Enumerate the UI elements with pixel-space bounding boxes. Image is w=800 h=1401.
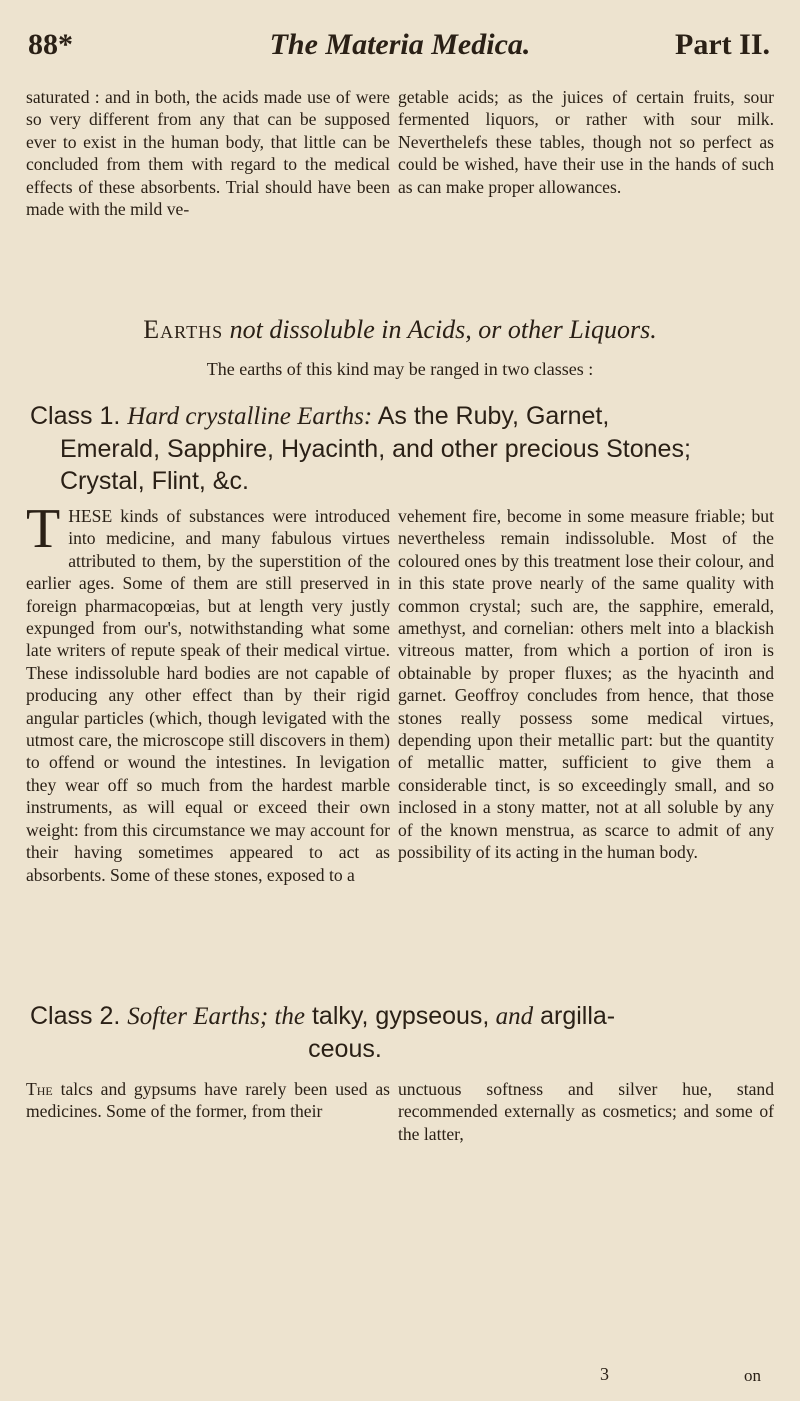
bottom-left-column xyxy=(26,1078,390,1123)
class-1-title: Hard crystalline Earths: xyxy=(127,403,373,430)
class-2-title: Softer Earths; the xyxy=(127,1003,306,1030)
page-number: 88* xyxy=(28,28,73,61)
catchword: on xyxy=(744,1366,761,1385)
bottom-right-column: unctuous softness and silver hue, stand recommended externally as cosmetics; and some of the latter, xyxy=(398,1079,774,1144)
class-2-label: Class 2. xyxy=(30,1002,121,1030)
body-right-column: vehement fire, become in some measure friable; but nevertheless remain indissoluble. Most of the coloured ones by this treatment lose their colour, and in this state prove nearly of the same quality with common crystal; such are, the sapphire, emerald, amethyst, and cornelian: others melt into a blackish vitreous matter, from which a portion of iron is obtainable by proper fluxes; as the hyacinth and garnet. Geoffroy concludes from hence, that those stones really possess some medical virtues, depending upon their metallic part: but the quantity of metallic matter, sufficient to give them a considerable tinct, is so exceedingly small, and so inclosed in a stony matter, not at all soluble by any of the known menstrua, as scarce to admit of any possibility of its acting in the human body. xyxy=(398,506,774,863)
class-2-and: and xyxy=(489,1003,534,1030)
class-1-label: Class 1. xyxy=(30,402,121,430)
top-text-left: saturated : and in both, the acids made use of were so very different from any that can be supposed ever to exist in the human body, that little can be concluded from them with regard to the medical effects of these absorbents. Trial should have been made with the mild ve- xyxy=(26,87,390,220)
bottom-left-caps: The xyxy=(26,1079,53,1099)
heading-caps: Earths xyxy=(143,315,224,344)
class-1-rest: As the Ruby, Garnet, xyxy=(372,402,610,430)
heading-italic: not dissoluble in Acids, or other Liquors. xyxy=(229,315,657,344)
part-label: Part II. xyxy=(675,28,770,61)
class-1-line3: Crystal, Flint, &c. xyxy=(60,467,249,495)
class-1-heading xyxy=(30,400,780,497)
bottom-left-text: talcs and gypsums have rarely been used as medicines. Some of the former, from their xyxy=(26,1079,390,1122)
body-left-start: HESE xyxy=(68,506,113,526)
signature-mark: 3 xyxy=(600,1364,609,1384)
top-text-right: getable acids; as the juices of certain fruits, sour fermented liquors, or rather with sour milk. Neverthelefs these tables, though not so perfect as could be wished, have their use in the hands of such as can make proper allowances. xyxy=(398,87,774,197)
section-intro: The earths of this kind may be ranged in two classes : xyxy=(206,359,594,379)
class-2-rest2: argilla- xyxy=(533,1002,616,1030)
class-2-heading xyxy=(30,1000,780,1065)
running-title: The Materia Medica. xyxy=(269,28,531,61)
body-left-text: kinds of substances were introduced into medicine, and many fabulous virtues attributed to them, by the superstition of the earlier ages. Some of them are still preserved in foreign pharmacopœias, but at length very justly expunged from our's, notwithstanding what some late writers of repute speak of their medical virtue. These indissoluble hard bodies are not capable of producing any other effect than by their rigid angular particles (which, though levigated with the utmost care, the microscope still discovers in them) to offend or wound the intestines. In levigation they wear off so much from the hardest marble instruments, as will equal or exceed their own weight: from this circumstance we may account for their having sometimes appeared to act as absorbents. Some of these stones, exposed to a xyxy=(26,506,390,885)
section-heading xyxy=(0,314,800,346)
body-left-column xyxy=(26,498,390,886)
class-1-line2: Emerald, Sapphire, Hyacinth, and other precious Stones; xyxy=(60,435,691,463)
class-2-line2: ceous. xyxy=(308,1035,382,1063)
drop-cap: T xyxy=(26,498,61,560)
class-2-rest: talky, gypseous, xyxy=(305,1002,490,1030)
